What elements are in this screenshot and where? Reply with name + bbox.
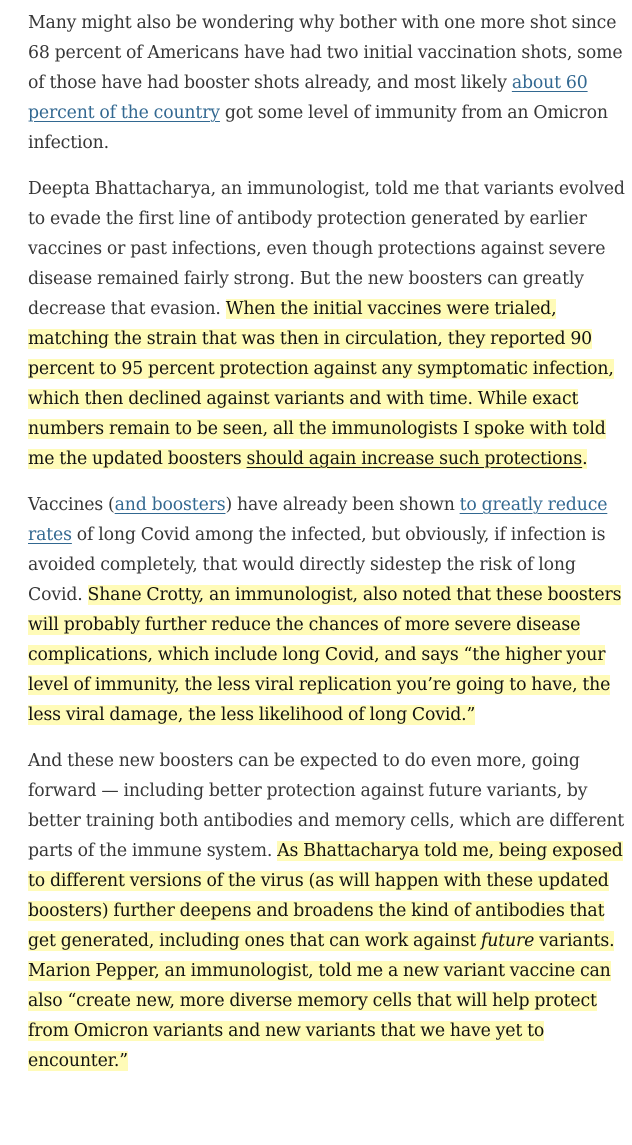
link-and-boosters[interactable]: and boosters [114,495,226,515]
highlighted-text [28,841,623,1071]
highlight-text-part: As Bhattacharya told me, being exposed to different versions of the virus (as will happen with these updated boosters) further deepens and broadens the kind of antibodies that get generated, including ones that can work against [28,841,623,951]
link-60-percent-immunity[interactable]: about 60 percent of the country [28,73,588,123]
paragraph-text: of long Covid among the infected, but obviously, if infection is avoided completely, that would directly sidestep the risk of long Covid. [28,525,606,605]
paragraph-text: And these new boosters can be expected to do even more, going forward — including better protection against future variants, by better training both antibodies and memory cells, which are different parts of the immune system. [28,751,625,861]
highlight-text-part: . [582,449,588,469]
paragraph-text: Vaccines ( [28,495,115,515]
paragraph-text: got some level of immunity from an Omicron infection. [28,103,608,153]
paragraph-long-covid [28,490,626,730]
link-increase-protections[interactable]: should again increase such protections [246,449,583,469]
paragraph-bhattacharya [28,174,626,474]
paragraph-immunity [28,8,626,158]
paragraph-text: Many might also be wondering why bother with one more shot since 68 percent of Americans have had two initial vaccination shots, some of those have had booster shots already, and most likely [28,13,623,93]
highlight-text-part: variants. Marion Pepper, an immunologist, told me a new variant vaccine can also “create new, more diverse memory cells that will help protect from Omicron variants and new variants that we have yet to encounter.” [28,931,615,1071]
emphasis-future: future [481,931,535,951]
highlighted-text: Shane Crotty, an immunologist, also noted that these boosters will probably further reduce the chances of more severe disease complications, which include long Covid, and says “the higher your level of immunity, the less viral replication you’re going to have, the less viral damage, the less likelihood of long Covid.” [28,585,622,725]
highlight-text-part: When the initial vaccines were trialed, matching the strain that was then in circulation, they reported 90 percent to 95 percent protection against any symptomatic infection, which then declined against variants and with time. While exact numbers remain to be seen, all the immunologists I spoke with told me the updated boosters [28,299,614,469]
paragraph-future-variants [28,746,626,1076]
highlighted-text [28,299,614,469]
paragraph-text: Deepta Bhattacharya, an immunologist, told me that variants evolved to evade the first line of antibody protection generated by earlier vaccines or past infections, even though protections against severe disease remained fairly strong. But the new boosters can greatly decrease that evasion. [28,179,625,319]
link-reduce-rates[interactable]: to greatly reduce rates [28,495,608,545]
paragraph-text: ) have already been shown [225,495,460,515]
